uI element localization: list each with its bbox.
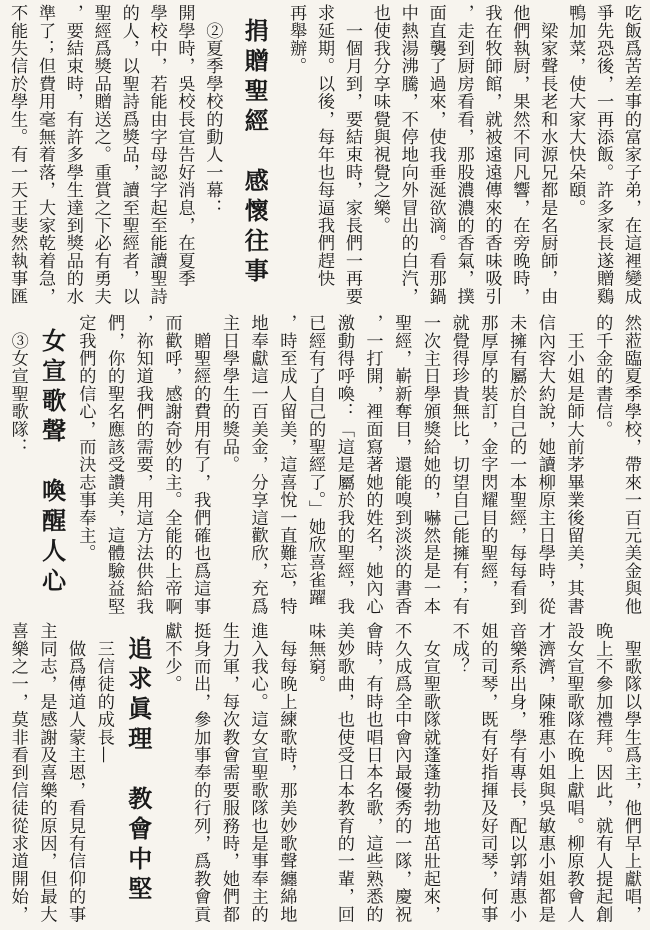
text-column: 聖經，嶄新奪目，還能嗅到淡淡的書香 bbox=[391, 314, 412, 615]
text-column: 那厚厚的裝訂，金字閃耀目的聖經， bbox=[477, 314, 498, 598]
text-column: 中熱湯沸騰，不停地向外冒出的白汽， bbox=[397, 4, 418, 305]
text-column: 女宣聖歌隊就蓬蓬勃勃地茁壯起來， bbox=[419, 622, 440, 923]
text-column: 已經有了自己的聖經了。」她欣喜雀躍 bbox=[305, 314, 326, 607]
text-column: 的千金的書信。 bbox=[592, 314, 613, 438]
text-column: 一個月到，要結束時，家長們一再要 bbox=[341, 4, 362, 305]
text-column: 主同志，是感謝及喜樂的原因，但最大 bbox=[36, 622, 57, 923]
text-column: 姐的司琴，既有好指揮及好司琴，何事 bbox=[477, 622, 498, 923]
text-column: 獻不少。 bbox=[161, 622, 182, 693]
text-column: 挺身而出，參加事奉的行列，爲教會貢 bbox=[190, 622, 211, 923]
text-column: 進入我心。這女宣聖歌隊也是事奉主的 bbox=[247, 622, 268, 923]
text-column: 一次主日學頒獎給她的，嚇然是是一本 bbox=[419, 314, 440, 615]
text-column: 爭先恐後，一再添飯。許多家長遂贈鷄 bbox=[593, 4, 614, 305]
text-column: ②夏季學校的動人一幕： bbox=[202, 4, 223, 217]
text-column: ，時至成人留美，這喜悅一直難忘，特 bbox=[276, 314, 297, 615]
text-column: 面直襲了過來，使我垂涎欲滴。看那鍋 bbox=[425, 4, 446, 305]
text-column: 喜樂之一，莫非看到信徒從求道開始， bbox=[7, 622, 28, 923]
text-column: 才濟濟，陳雅惠小姐與吳敏惠小姐都是 bbox=[534, 622, 555, 923]
section-heading: 捐贈聖經 感懷往事 bbox=[240, 18, 269, 288]
text-column: 聖經爲獎品贈送之。重賞之下必有勇夫 bbox=[90, 4, 111, 305]
text-column: 主日學學生的獎品。 bbox=[218, 314, 239, 474]
text-column: 而歡呼，感謝奇妙的主。全能的上帝啊 bbox=[161, 314, 182, 615]
text-column: 音樂系出身，學有專長，配以郭靖惠小 bbox=[506, 622, 527, 923]
band-top bbox=[0, 4, 650, 312]
text-column: 定我們的信心，而決志事奉主。 bbox=[75, 314, 96, 562]
text-column: ，要結束時，有許多學生達到獎品的水 bbox=[62, 4, 83, 305]
text-column: 每每晚上練歌時，那美妙歌聲纏綿地 bbox=[276, 622, 297, 923]
text-column: 鴨加菜，使大家大快朵頤。 bbox=[565, 4, 586, 217]
text-column: 晚上不參加禮拜。因此，就有人提起創 bbox=[592, 622, 613, 923]
text-column: ，祢知道我們的需要，用這方法供給我 bbox=[132, 314, 153, 615]
text-column: 聖歌隊以學生爲主，他們早上獻唱， bbox=[621, 622, 641, 923]
text-column: 不成？ bbox=[448, 622, 469, 676]
text-column: 他們執厨，果然不同凡響，在旁晚時， bbox=[509, 4, 530, 305]
text-column: 學校中，若能由字母認字起至能讀聖詩 bbox=[146, 4, 167, 305]
text-column: ，一打開，裡面寫著她的姓名，她內心 bbox=[362, 314, 383, 615]
text-column: 梁家聲長老和水源兄都是名厨師，由 bbox=[537, 4, 558, 305]
text-column: 信內容大約說，她讀柳原主日學時，從 bbox=[534, 314, 555, 615]
text-column: 地奉獻這一百美金，分享這歡欣，充爲 bbox=[247, 314, 268, 615]
text-column: 我在牧師館，就被遠遠傳來的香味吸引 bbox=[481, 4, 502, 305]
text-column: 不能失信於學生。有一天王斐然執事匯 bbox=[7, 4, 28, 305]
text-column: 就覺得珍貴無比，切望自己能擁有；有 bbox=[448, 314, 469, 615]
text-column: 味無窮。 bbox=[305, 622, 326, 693]
band-middle bbox=[0, 314, 650, 620]
text-column: 準了；但費用毫無着落，大家乾着急， bbox=[34, 4, 55, 305]
text-column: 不久成爲全中會內最優秀的一隊，慶祝 bbox=[391, 622, 412, 923]
text-column: 吃飯爲苦差事的富家子弟，在這裡變成 bbox=[621, 4, 641, 305]
text-column: 再舉辦。 bbox=[286, 4, 307, 75]
text-column: 會時，有時也唱日本名歌，這些熟悉的 bbox=[362, 622, 383, 923]
text-column: 的人，以聖詩爲獎品，讀至聖經者，以 bbox=[118, 4, 139, 305]
text-column: 贈聖經的費用有了，我們確也爲這事 bbox=[190, 314, 211, 615]
text-column: ，走到厨房看看，那股濃濃的香氣，撲 bbox=[453, 4, 474, 305]
text-column: 王小姐是師大前茅畢業後留美，其書 bbox=[563, 314, 584, 615]
text-column: 做爲傳道人蒙主恩，看見有信仰的事 bbox=[65, 622, 86, 923]
text-column: ③女宣聖歌隊： bbox=[7, 314, 28, 456]
text-column: 未擁有屬於自己的一本聖經，每每看到 bbox=[506, 314, 527, 615]
text-column: 設女宣聖歌隊在晚上獻唱。柳原教會人 bbox=[563, 622, 584, 923]
section-heading: 女宣歌聲 喚醒人心 bbox=[37, 328, 66, 598]
band-bottom bbox=[0, 622, 650, 926]
section-heading: 追求眞理 教會中堅 bbox=[123, 636, 152, 906]
text-column: 求延期。以後，每年也每逼我們趕快 bbox=[314, 4, 335, 288]
text-column: 美妙歌曲，也使受日本教育的一輩，回 bbox=[333, 622, 354, 923]
text-column: 開學時，吳校長宣告好消息，在夏季 bbox=[174, 4, 195, 288]
text-column: 然蒞臨夏季學校，帶來一百元美金與他 bbox=[621, 314, 641, 615]
text-column: 也使我分享味覺與視覺之樂。 bbox=[369, 4, 390, 235]
text-column: 生力軍，每次教會需要服務時，她們都 bbox=[218, 622, 239, 923]
text-column: 激動得呼喚：「這是屬於我的聖經，我 bbox=[333, 314, 354, 615]
text-column: 三信徒的成長— bbox=[93, 622, 114, 764]
text-column: 們，你的聖名應該受讚美，這體驗益堅 bbox=[104, 314, 125, 615]
